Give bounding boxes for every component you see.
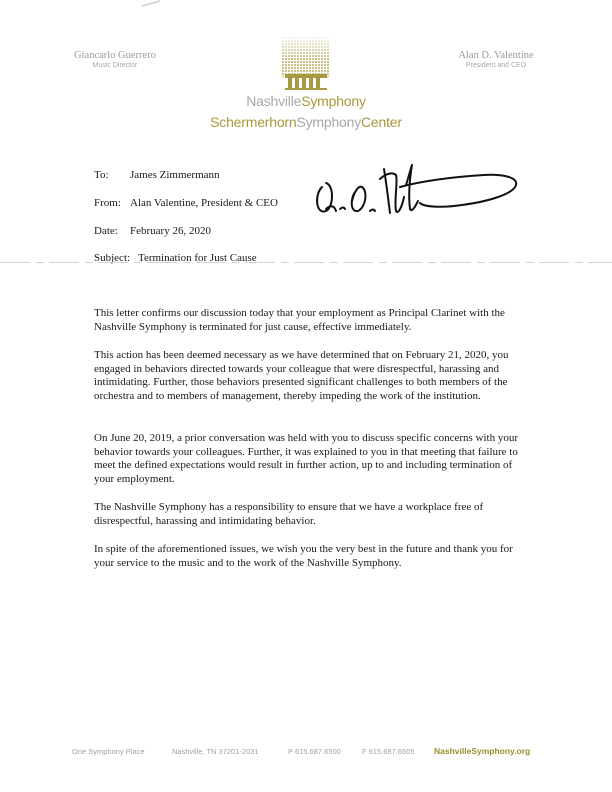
memo-date-row <box>94 225 211 237</box>
memo-date-value: February 26, 2020 <box>130 225 211 237</box>
music-director-name: Giancarlo Guerrero <box>74 50 156 61</box>
body-paragraph-4: The Nashville Symphony has a responsibility to ensure that we have a workplace free of disrespectful, harassing and intimidating behavior. <box>94 501 484 527</box>
footer-website: NashvilleSymphony.org <box>434 746 531 756</box>
memo-to-value: James Zimmermann <box>130 169 220 181</box>
memo-to-row <box>94 169 220 181</box>
body-paragraph-1: This letter confirms our discussion today that your employment as Principal Clarinet with the Nashville Symphony is terminated for just cause, effective immediately. <box>94 307 505 333</box>
president-block <box>444 50 548 69</box>
music-director-title: Music Director <box>92 62 138 69</box>
footer-address: One Symphony Place <box>72 747 145 756</box>
footer-phone: P 615.687.6500 <box>288 747 341 756</box>
memo-to-label: To: <box>94 169 109 181</box>
memo-subject-label: Subject: <box>94 252 131 264</box>
memo-date-label: Date: <box>94 225 118 237</box>
scan-divider <box>0 262 612 263</box>
memo-from-row <box>94 197 278 209</box>
body-paragraph-2: This action has been deemed necessary as we have determined that on February 21, 2020, you engaged in behaviors directed towards your colleague that were disrespectful, harassing and intimidating. Further, those behaviors presented significant challenges to both members of the orchestra and to members of management, thereby impeding the work of the institution. <box>94 349 509 402</box>
body-paragraph-5: In spite of the aforementioned issues, we wish you the very best in the future and thank you for your service to the music and to the work of the Nashville Symphony. <box>94 543 513 569</box>
memo-from-value: Alan Valentine, President & CEO <box>130 197 278 209</box>
venue-name: SchermerhornSymphonyCenter <box>210 114 402 130</box>
memo-subject-value: Termination for Just Cause <box>138 252 257 264</box>
music-director-block <box>65 50 165 69</box>
signature <box>312 157 524 221</box>
org-name: NashvilleSymphony <box>246 93 366 109</box>
memo-from-label: From: <box>94 197 121 209</box>
body-paragraph-3: On June 20, 2019, a prior conversation was held with you to discuss specific concerns with your behavior towards your colleagues. Further, it was explained to you in that meeting that failure to meet the defined expectations would result in further action, up to and including termination of your employment. <box>94 432 519 485</box>
scan-mark <box>140 0 164 8</box>
symphony-logo <box>276 37 336 91</box>
footer-fax: F 615.687.6505 <box>362 747 415 756</box>
president-title: President and CEO <box>465 62 527 69</box>
footer-city: Nashville, TN 37201-2031 <box>172 747 259 756</box>
president-name: Alan D. Valentine <box>458 50 534 61</box>
